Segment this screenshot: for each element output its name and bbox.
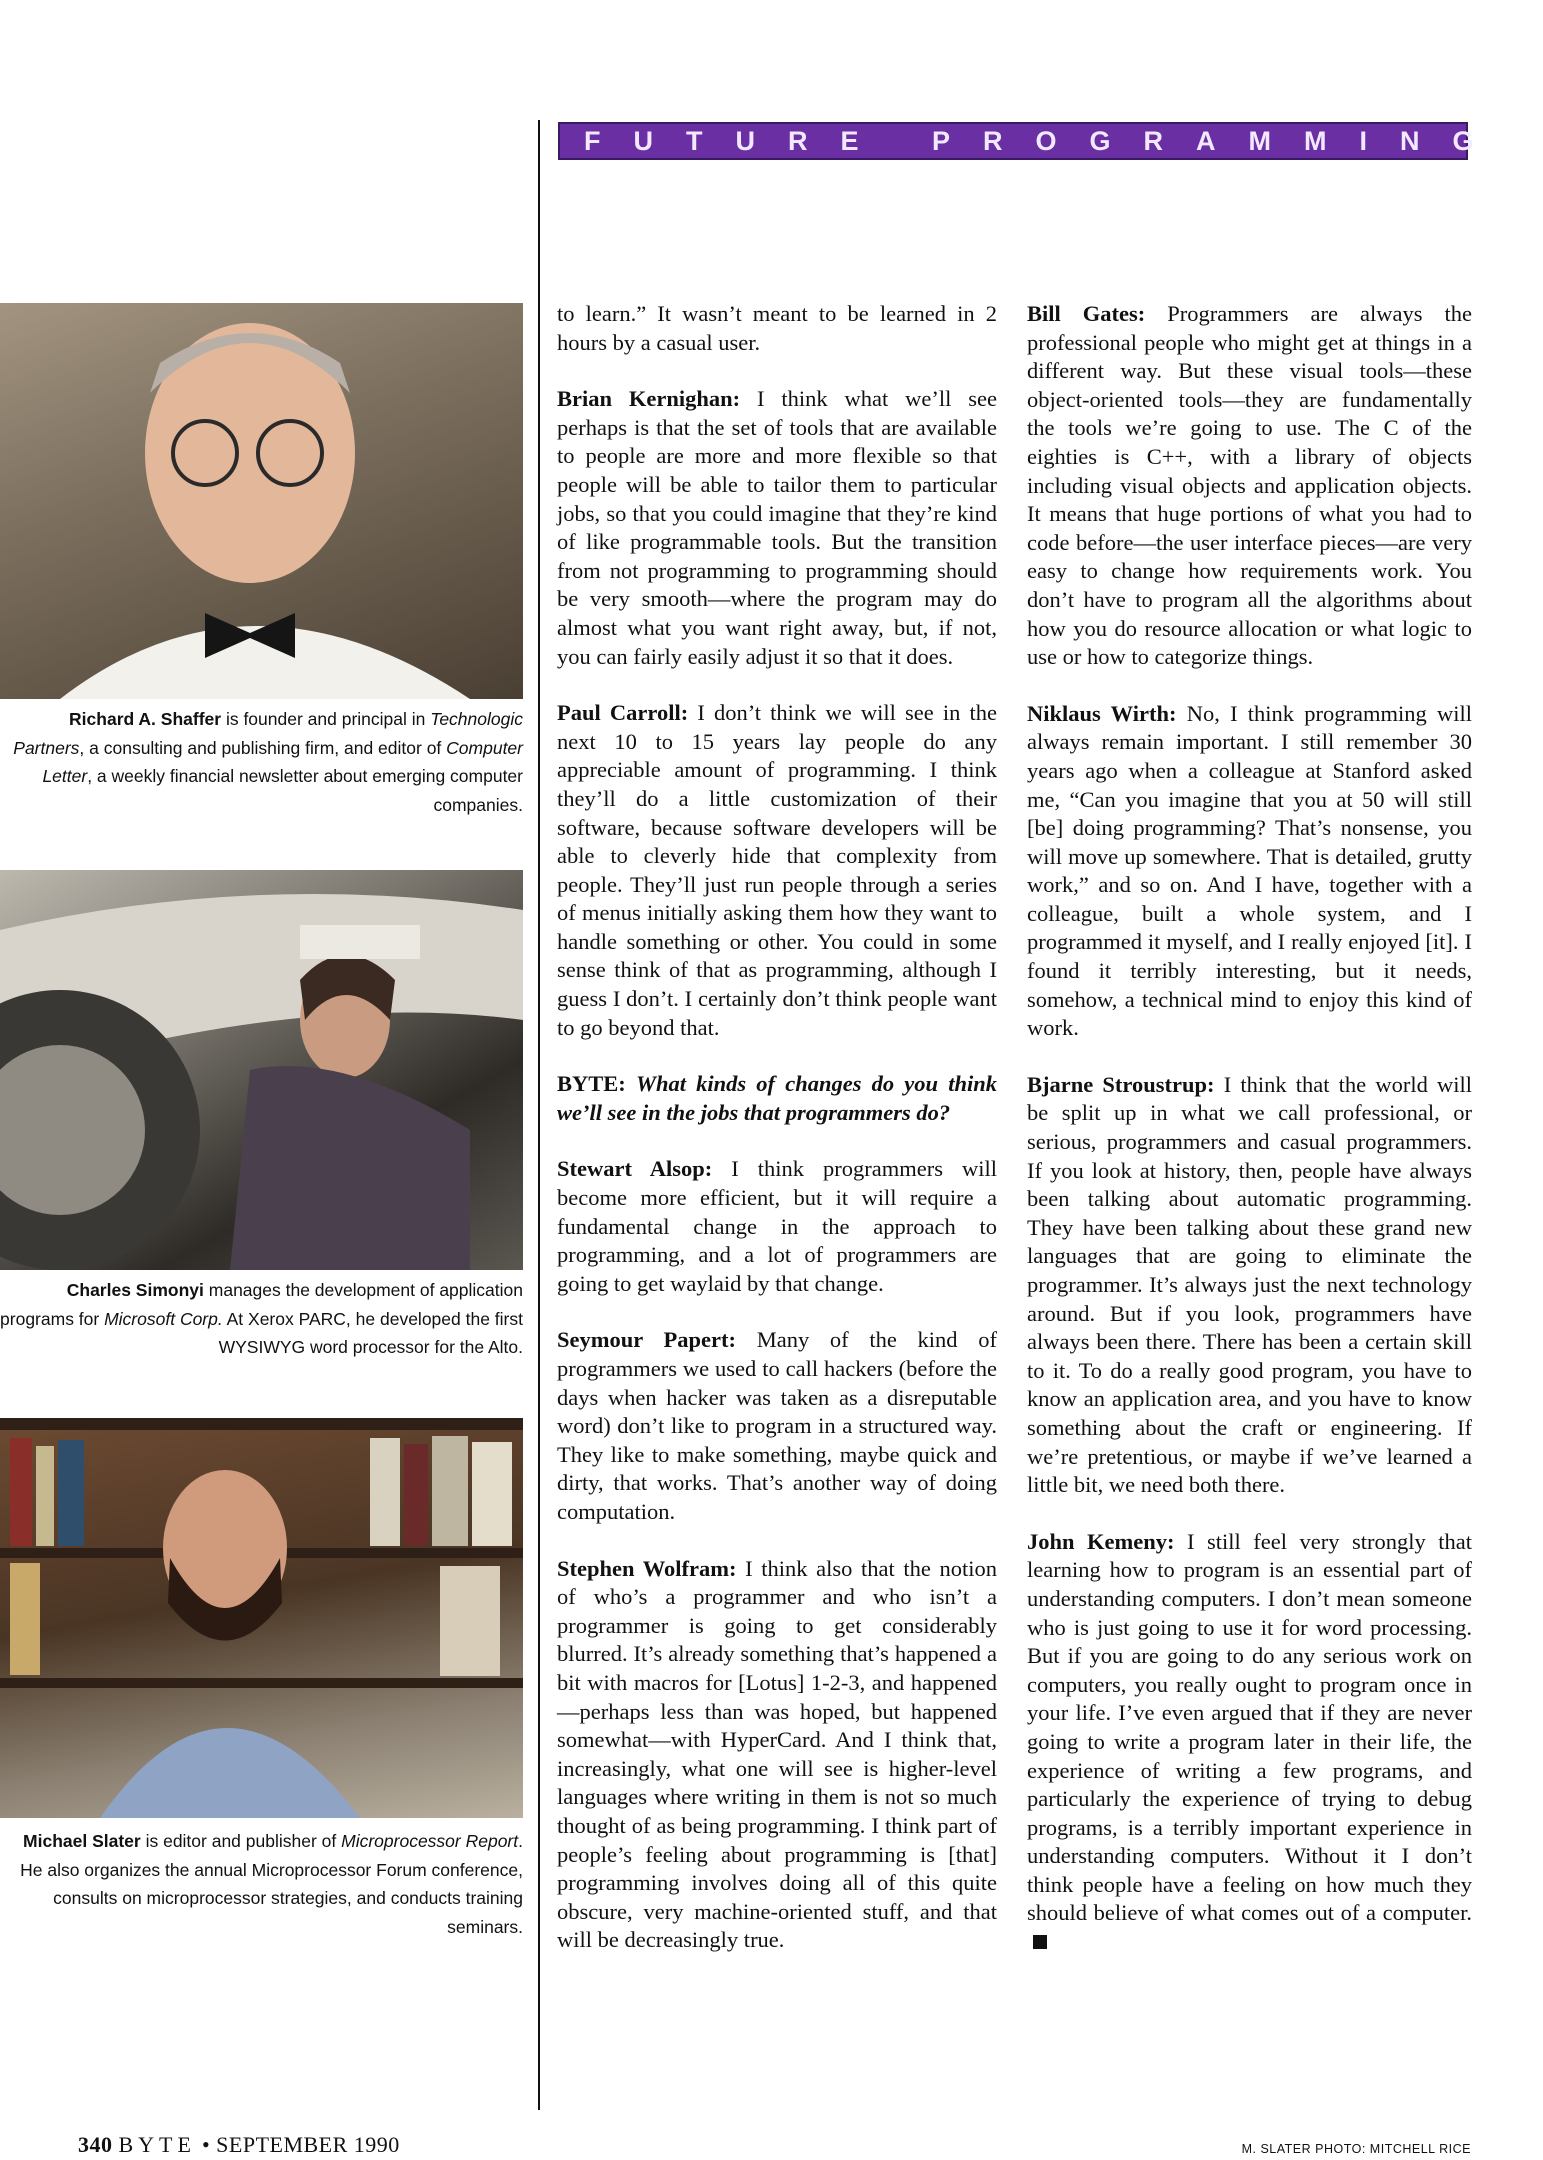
article-paragraph — [557, 1555, 997, 1955]
article-paragraph — [1027, 1528, 1472, 1957]
speaker-quote: No, I think programming will always remain important. I still remember 30 years ago when a colleague at Stanford asked me, “Can you imagine that you at 50 will still [be] doing programming? That’s nonsense, you will move up somewhere. That is detailed, grutty work,” and so on. And I have, together with a colleague, built a whole system, and I programmed it myself, and I really enjoyed [it]. I found it terribly interesting, but it needs, somehow, a technical mind to enjoy this kind of work. — [1027, 700, 1472, 1041]
column-divider — [538, 120, 540, 2110]
article-paragraph — [1027, 300, 1472, 672]
speaker-name: Brian Kernighan: — [557, 386, 741, 412]
article-paragraph — [557, 1070, 997, 1127]
caption-michael-slater — [0, 1827, 523, 1941]
article-column-2 — [1027, 300, 1472, 1957]
speaker-quote: Programmers are always the professional people who might get at things in a different way. But these visual tools—these object-oriented tools—they are fundamentally the tools we’re going to use. The C of the eighties is C++, with a library of objects including visual objects and application objects. It means that huge portions of what you had to code before—the user interface pieces—are very easy to change how requirements work. You don’t have to program all the algorithms about how you do resource allocation or what logic to use or how to categorize things. — [1027, 301, 1473, 670]
caption-person-name: Michael Slater — [23, 1831, 141, 1851]
speaker-name: John Kemeny: — [1027, 1528, 1175, 1554]
speaker-name: Niklaus Wirth: — [1027, 700, 1177, 726]
article-paragraph — [557, 300, 997, 357]
caption-text: , a weekly financial newsletter about emerging computer companies. — [87, 766, 523, 815]
speaker-quote: I think that the world will be split up in what we call professional, or serious, programmers and casual programmers. If you look at history, then, people have always been talking about automatic programming. They have been talking about these grand new languages that are going to eliminate the programmer. It’s always just the next technology around. But if you look, programmers have always been there. There has been a certain skill to it. To do a really good program, you have to know an application area, and you have to know something about the craft or engineering. If we’re pretentious, or maybe if we’ve learned a little bit, we need both there. — [1027, 1071, 1473, 1498]
caption-text: manages the development of application programs for — [0, 1280, 523, 1329]
article-column-1 — [557, 300, 997, 1955]
speaker-name: Bill Gates: — [1027, 301, 1146, 326]
speaker-quote: I think also that the notion of who’s a programmer and who isn’t a programmer is going to get considerably blurred. It’s already something that’s happened a bit with macros for [Lotus] 1-2-3, and happened—perhaps less than was hoped, but happened somewhat—with HyperCard. And I think that, increasingly, what one will see is higher-level languages where writing in them is not so much thought of as being programming. I think part of people’s feeling about programming is [that] programming involves doing all of this quite obscure, very machine-oriented stuff, and that will be decreasingly true. — [557, 1555, 998, 1953]
article-paragraph — [1027, 700, 1472, 1043]
speaker-quote: to learn.” It wasn’t meant to be learned in 2 hours by a casual user. — [557, 301, 997, 355]
caption-text: Microprocessor Report — [341, 1831, 519, 1851]
speaker-name: Seymour Papert: — [557, 1327, 737, 1353]
caption-text: . He also organizes the annual Microprocessor Forum conference, consults on microprocessor strategies, and conducts training seminars. — [20, 1831, 523, 1937]
speaker-quote: I still feel very strongly that learning how to program is an essential part of understanding computers. I don’t mean someone who is just going to use it for word processing. But if you are going to do any serious work on computers, you really ought to program once in your life. I’ve even argued that if they are never going to write a program later in their life, the experience of writing a few programs, and particularly the experience of trying to debug programs, is a terribly important experience in understanding computers. Without it I don’t think people have a feeling on how much they should believe of what comes out of a computer. — [1027, 1528, 1473, 1926]
caption-text: Microsoft Corp. — [104, 1308, 223, 1329]
interview-question: What kinds of changes do you think we’ll see in the jobs that programmers do? — [557, 1071, 997, 1125]
caption-person-name: Charles Simonyi — [66, 1280, 204, 1300]
section-banner — [558, 122, 1507, 160]
caption-text: , a consulting and publishing firm, and editor of — [79, 737, 447, 758]
issue-date: SEPTEMBER 1990 — [216, 2132, 400, 2157]
photo-credit: M. SLATER PHOTO: MITCHELL RICE — [1241, 2142, 1471, 2156]
photo-michael-slater — [0, 1418, 523, 1818]
speaker-name: Paul Carroll: — [557, 700, 689, 726]
article-paragraph — [557, 1326, 997, 1526]
article-paragraph — [1027, 1071, 1472, 1500]
page-number: 340 — [78, 2132, 113, 2157]
caption-text: At Xerox PARC, he developed the first WYSIWYG word processor for the Alto. — [218, 1308, 523, 1357]
caption-text: is editor and publisher of — [140, 1831, 342, 1851]
speaker-name: BYTE: — [557, 1071, 626, 1097]
photo-richard-shaffer — [0, 303, 523, 699]
photo-charles-simonyi — [0, 870, 523, 1270]
speaker-name: Stephen Wolfram: — [557, 1555, 737, 1581]
magazine-name: BYTE — [118, 2132, 196, 2157]
caption-text: Technologic Partners — [13, 709, 523, 758]
article-paragraph — [557, 1155, 997, 1298]
speaker-quote: I don’t think we will see in the next 10 to 15 years lay people do any appreciable amount of programming. I think they’ll do a little customization of their software, because software developers will be able to cleverly hide that complexity from people. They’ll just run people through a series of menus initially asking them how they want to handle something or other. You could in some sense think of that as programming, although I guess I don’t. I certainly don’t think people want to go beyond that. — [557, 700, 997, 1040]
caption-charles-simonyi — [0, 1276, 523, 1362]
speaker-quote: Many of the kind of programmers we used to call hackers (before the days when hacker was taken as a disreputable word) don’t like to program in a structured way. They like to make something, maybe quick and dirty, that works. That’s another way of doing computation. — [557, 1327, 997, 1524]
article-paragraph — [557, 385, 997, 671]
caption-person-name: Richard A. Shaffer — [69, 709, 222, 729]
caption-richard-shaffer — [0, 705, 523, 819]
caption-text: Computer Letter — [42, 737, 523, 786]
speaker-quote: I think what we’ll see perhaps is that the set of tools that are available to people are more and more flexible so that people will be able to tailor them to particular jobs, so that you could imagine that they’re kind of like programmable tools. But the transition from not programming to programming should be very smooth—where the program may do almost what you want right away, but, if not, you can fairly easily adjust it so that it does. — [557, 386, 997, 669]
speaker-name: Bjarne Stroustrup: — [1027, 1071, 1215, 1097]
section-banner-title: FUTURE PROGRAMMING — [584, 125, 1507, 156]
article-paragraph — [557, 699, 997, 1042]
speaker-name: Stewart Alsop: — [557, 1156, 713, 1182]
page-footer — [78, 2132, 400, 2158]
footer-separator: • — [201, 2132, 211, 2157]
end-of-article-mark — [1033, 1935, 1047, 1949]
speaker-quote: I think programmers will become more efficient, but it will require a fundamental change in the approach to programming, and a lot of programmers are going to get waylaid by that change. — [557, 1156, 997, 1296]
caption-text: is founder and principal in — [221, 709, 431, 729]
